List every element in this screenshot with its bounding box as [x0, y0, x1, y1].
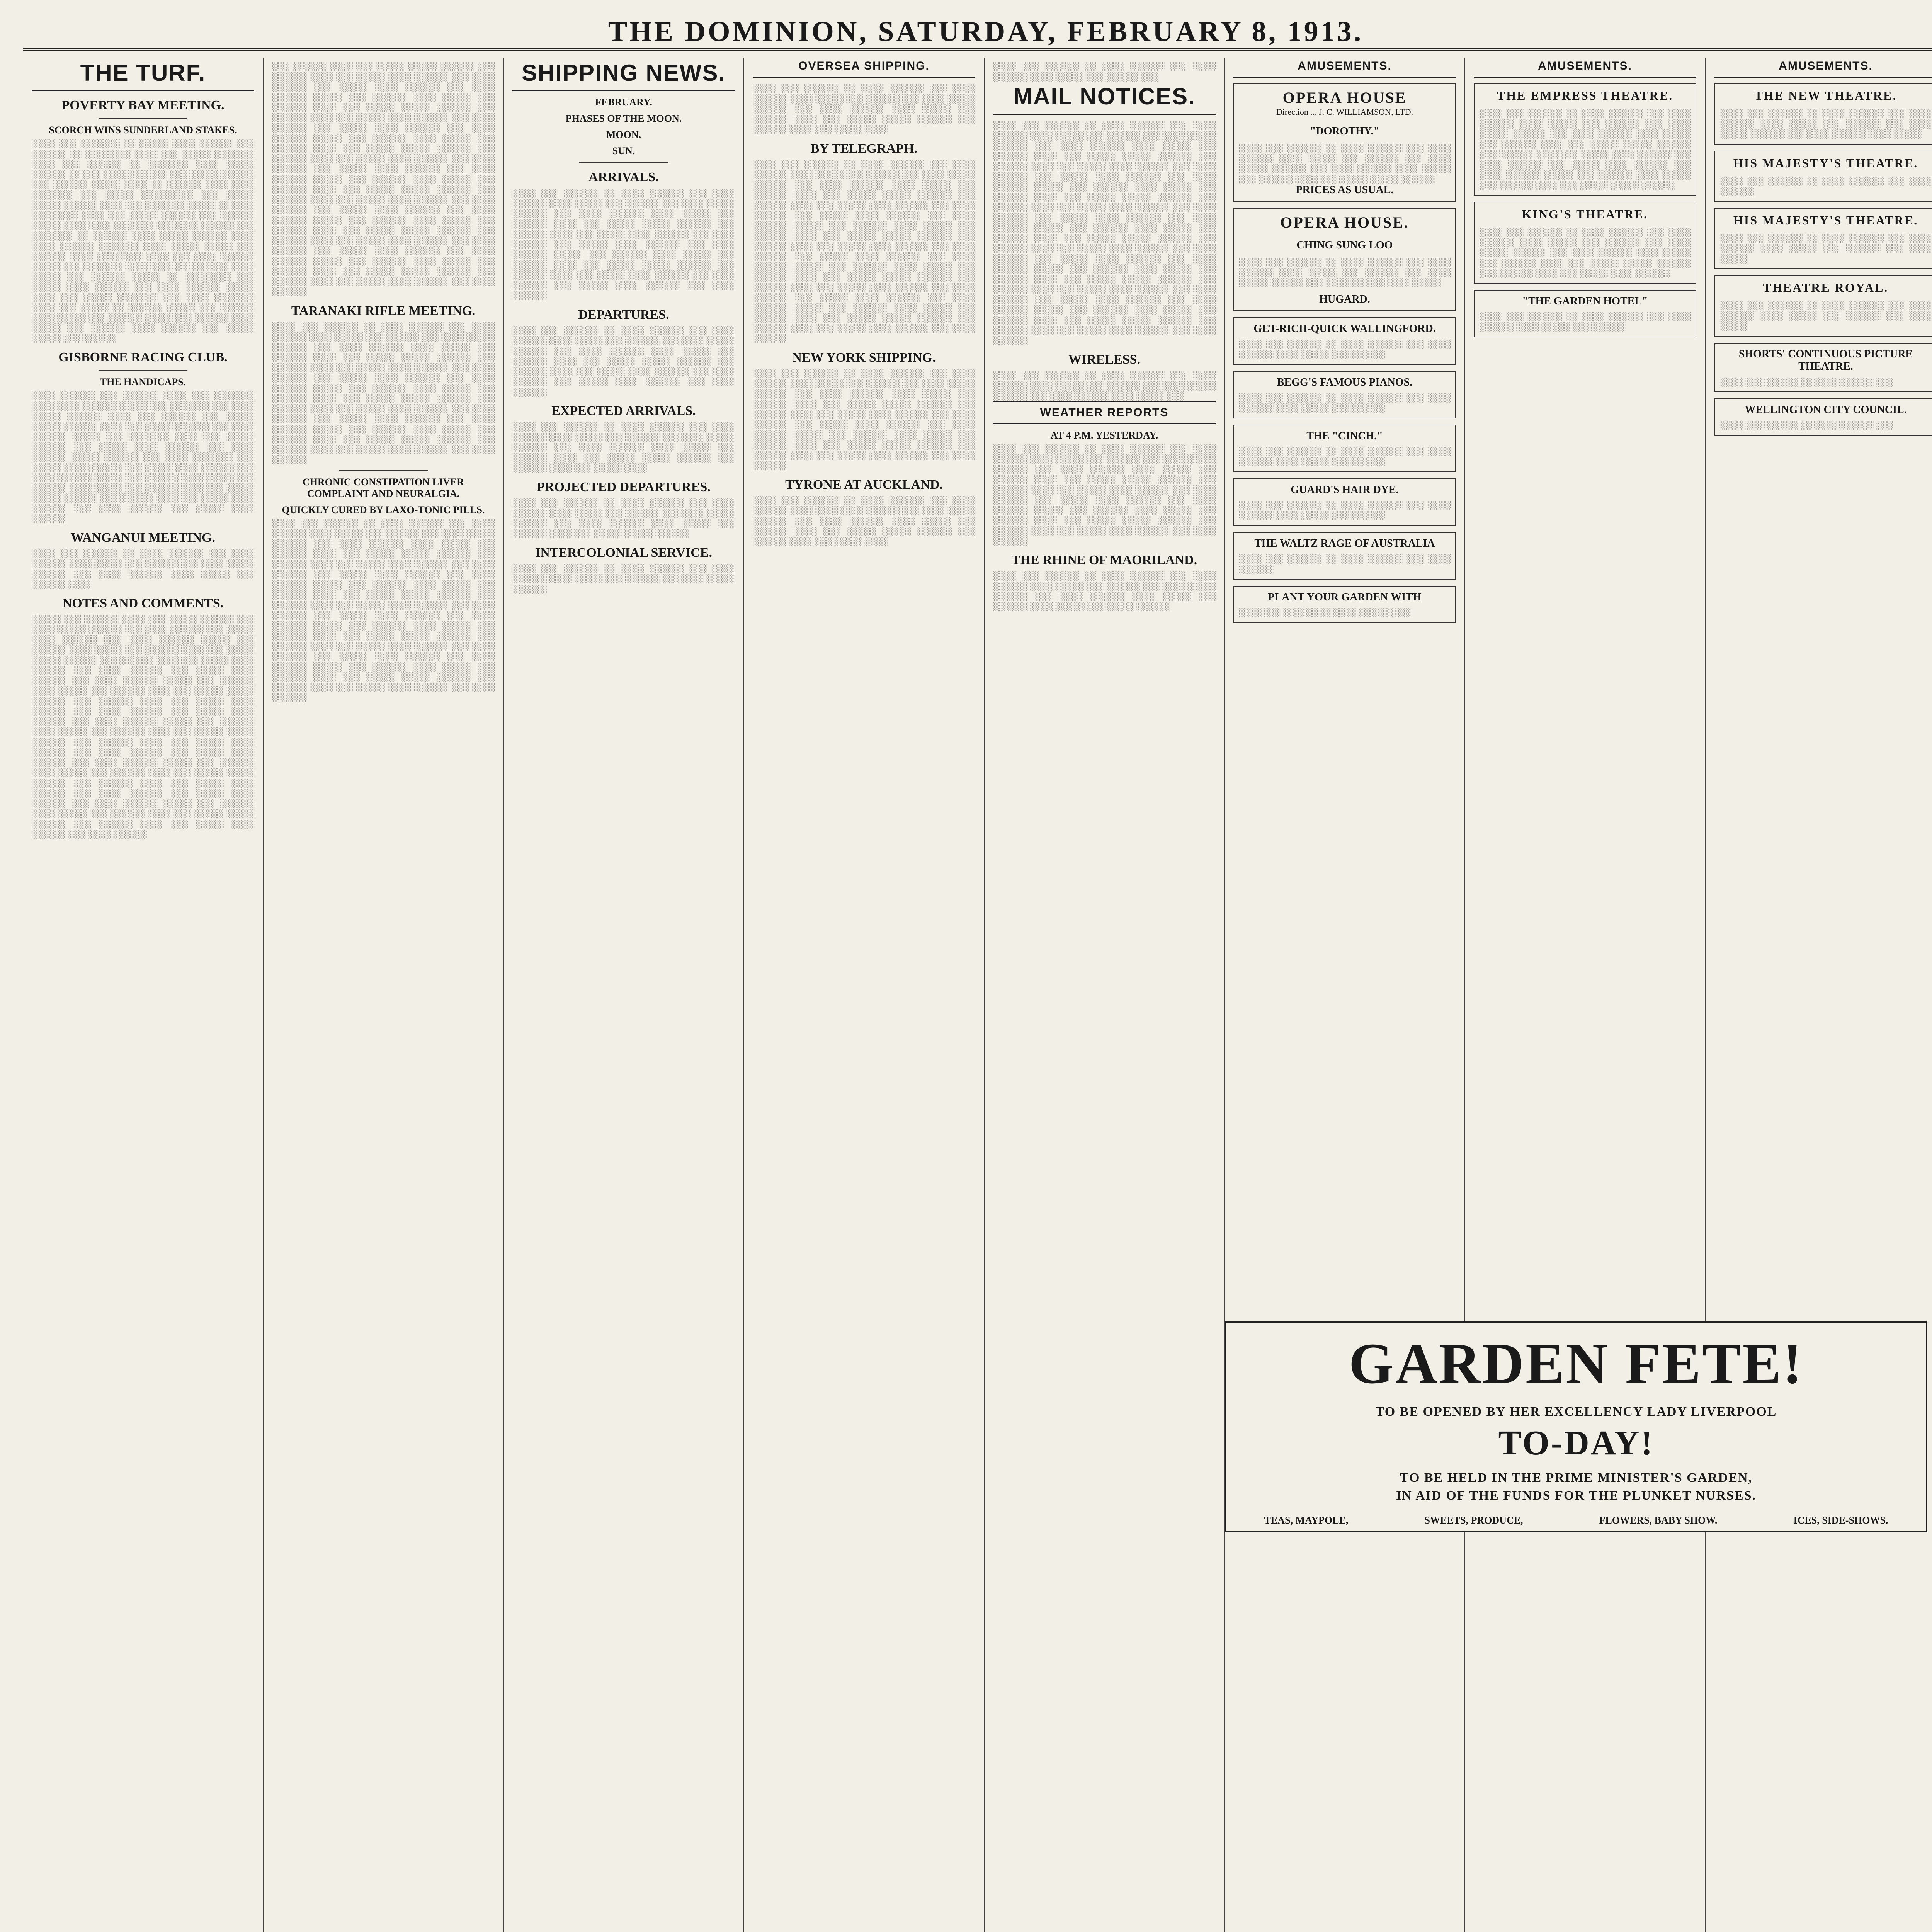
- amusements-heading-3: AMUSEMENTS.: [1714, 58, 1932, 78]
- tyrone-heading: TYRONE AT AUCKLAND.: [785, 477, 943, 492]
- ad-body: ░░░░ ░░░ ░░░░░░ ░░ ░░░░ ░░░░░░ ░░░ ░░░░ ░░░░░░ ░░░░ ░░░░░ ░░░ ░░░░░░: [1239, 339, 1451, 359]
- cinch-title: THE "CINCH.": [1306, 430, 1383, 442]
- rule: [579, 162, 668, 163]
- handicaps-heading: THE HANDICAPS.: [100, 376, 186, 388]
- article-body: ░░░░ ░░░ ░░░░░░ ░░ ░░░░ ░░░░░░ ░░░ ░░░░ ░░░░░░ ░░░░ ░░░░░ ░░░ ░░░░░░ ░░░ ░░░░ ░░░░░ ░░░░░░ ░░░ ░░░░ ░░░░░░ ░░░░ ░░░░░ ░░░ ░░░░░░ ░░░░ ░░░ ░░░░░ ░░░░░ ░░░░░░ ░░░ ░░░░░░ ░░░░ ░░░ ░░░░░ ░░░░ ░░░░░░ ░░░ ░░░░ ░░░░░░ ░░░ ░░░░░ ░░░░ ░░░░░░ ░░░ ░░░░ ░░░░░░ ░░░░░ ░░░ ░░░░░░ ░░░░ ░░░░░ ░░░ ░░░░░░ ░░░░ ░░░ ░░░░░ ░░░░░ ░░░░░░ ░░░ ░░░░░░ ░░░░ ░░░ ░░░░░ ░░░░ ░░░░░░ ░░░ ░░░░ ░░░░░░ ░░░ ░░░░░ ░░░░ ░░░░░░ ░░░ ░░░░ ░░░░░░ ░░░░░ ░░░ ░░░░░░ ░░░░ ░░░░░ ░░░ ░░░░░░ ░░░░ ░░░ ░░░░░ ░░░░░ ░░░░░░ ░░░ ░░░░░░ ░░░░ ░░░ ░░░░░ ░░░░ ░░░░░░ ░░░ ░░░░ ░░░░░░ ░░░ ░░░░░ ░░░░ ░░░░░░ ░░░ ░░░░ ░░░░░░ ░░░░░ ░░░ ░░░░░░ ░░░░ ░░░░░ ░░░ ░░░░░░ ░░░░ ░░░ ░░░░░ ░░░░░ ░░░░░░ ░░░ ░░░░░░ ░░░░ ░░░ ░░░░░ ░░░░ ░░░░░░ ░░░ ░░░░ ░░░░░░: [272, 518, 495, 702]
- his-majestys-ad: [1714, 151, 1932, 202]
- article-body: ░░░░ ░░░ ░░░░░░ ░░ ░░░░ ░░░░░░ ░░░ ░░░░ ░░░░░░ ░░░░ ░░░░░ ░░░ ░░░░░░ ░░░ ░░░░ ░░░░░ ░░░░░░ ░░░ ░░░░ ░░░░░░ ░░░░ ░░░░░ ░░░ ░░░░░░ ░░░░ ░░░ ░░░░░ ░░░░░ ░░░░░░ ░░░ ░░░░░░ ░░░░ ░░░ ░░░░░ ░░░░ ░░░░░░ ░░░ ░░░░ ░░░░░░ ░░░ ░░░░░ ░░░░ ░░░░░░ ░░░ ░░░░ ░░░░░░ ░░░░░ ░░░ ░░░░░░ ░░░░ ░░░░░ ░░░ ░░░░░░ ░░░░ ░░░ ░░░░░ ░░░░░ ░░░░░░ ░░░ ░░░░░░ ░░░░ ░░░ ░░░░░ ░░░░ ░░░░░░ ░░░ ░░░░ ░░░░░░: [993, 444, 1216, 545]
- ad-body: ░░░░ ░░░ ░░░░░░ ░░ ░░░░ ░░░░░░ ░░░: [1239, 607, 1412, 617]
- rhine-heading: THE RHINE OF MAORILAND.: [1011, 553, 1197, 567]
- waltz-ad: [1233, 532, 1456, 580]
- weather-heading: WEATHER REPORTS: [993, 401, 1216, 424]
- cinch-ad: [1233, 425, 1456, 472]
- hugard-title: HUGARD.: [1319, 293, 1370, 305]
- prices-line: PRICES AS USUAL.: [1296, 184, 1394, 196]
- ad-body: ░░░░ ░░░ ░░░░░░ ░░ ░░░░ ░░░░░░ ░░░ ░░░░ ░░░░░░ ░░░░ ░░░░░ ░░░ ░░░░░░ ░░░ ░░░░ ░░░░░ ░░░░░░ ░░░ ░░░░ ░░░░░░ ░░░░ ░░░░░ ░░░ ░░░░░░ ░░░░ ░░░ ░░░░░ ░░░░░ ░░░░░░ ░░░ ░░░░░░ ░░░░ ░░░ ░░░░░ ░░░░ ░░░░░░: [1479, 227, 1691, 277]
- fete-stall: TEAS, MAYPOLE,: [1264, 1515, 1349, 1526]
- getrich-title: GET-RICH-QUICK WALLINGFORD.: [1253, 322, 1436, 335]
- fete-stalls: [1226, 1515, 1926, 1526]
- article-body: ░░░░ ░░░ ░░░░░░ ░░ ░░░░ ░░░░░░ ░░░ ░░░░ ░░░░░░ ░░░░ ░░░░░ ░░░ ░░░░░░ ░░░ ░░░░ ░░░░░ ░░░░░░ ░░░ ░░░░ ░░░░░░ ░░░░ ░░░░░ ░░░ ░░░░░░ ░░░░ ░░░ ░░░░░ ░░░░░ ░░░░░░ ░░░ ░░░░░░ ░░░░ ░░░ ░░░░░ ░░░░ ░░░░░░ ░░░ ░░░░ ░░░░░░ ░░░ ░░░░░ ░░░░ ░░░░░░ ░░░ ░░░░ ░░░░░░: [512, 325, 735, 396]
- article-body: ░░░░ ░░░ ░░░░░░ ░░ ░░░░ ░░░░░░ ░░░ ░░░░ ░░░░░░ ░░░░ ░░░░░ ░░░ ░░░░░░ ░░░ ░░░░ ░░░░░ ░░░░░░ ░░░ ░░░░ ░░░░░░ ░░░░ ░░░░░ ░░░ ░░░░░░ ░░░░ ░░░ ░░░░░ ░░░░░ ░░░░░░ ░░░ ░░░░░░ ░░░░ ░░░ ░░░░░ ░░░░ ░░░░░░ ░░░ ░░░░ ░░░░░░ ░░░ ░░░░░ ░░░░ ░░░░░░ ░░░ ░░░░ ░░░░░░ ░░░░░ ░░░ ░░░░░░ ░░░░ ░░░░░ ░░░ ░░░░░░ ░░░░ ░░░ ░░░░░ ░░░░░ ░░░░░░ ░░░ ░░░░░░ ░░░░ ░░░ ░░░░░ ░░░░ ░░░░░░ ░░░ ░░░░ ░░░░░░: [753, 368, 975, 470]
- column-amusements-3: [1706, 58, 1932, 1932]
- article-body: ░░░░ ░░░ ░░░░░░ ░░ ░░░░ ░░░░░░ ░░░ ░░░░ ░░░░░░ ░░░░ ░░░░░ ░░░ ░░░░░░ ░░░ ░░░░ ░░░░░ ░░░░░░: [512, 563, 735, 594]
- beggs-title: BEGG'S FAMOUS PIANOS.: [1277, 376, 1413, 388]
- ad-body: ░░░░ ░░░ ░░░░░░ ░░ ░░░░ ░░░░░░ ░░░ ░░░░ ░░░░░░: [1239, 554, 1451, 573]
- shorts-title: SHORTS' CONTINUOUS PICTURE THEATRE.: [1738, 348, 1913, 372]
- opera-house-title-2: OPERA HOUSE.: [1280, 214, 1409, 231]
- page-number: [1902, 15, 1932, 48]
- fete-title: GARDEN FETE!: [1349, 1332, 1804, 1396]
- garden-fete-banner: [1225, 1321, 1927, 1532]
- fete-location: TO BE HELD IN THE PRIME MINISTER'S GARDEN,: [1400, 1471, 1753, 1485]
- column-amusements-2: [1465, 58, 1706, 1932]
- article-body: ░░░░ ░░░ ░░░░░░ ░░ ░░░░ ░░░░░░ ░░░ ░░░░ ░░░░░░ ░░░░ ░░░░░ ░░░ ░░░░░░ ░░░ ░░░░ ░░░░░ ░░░░░░ ░░░ ░░░░ ░░░░░░ ░░░░ ░░░░░ ░░░ ░░░░░░ ░░░░ ░░░ ░░░░░ ░░░░░ ░░░░░░: [993, 571, 1216, 611]
- projected-departures-heading: PROJECTED DEPARTURES.: [537, 480, 711, 494]
- ad-body: ░░░░ ░░░ ░░░░░░ ░░ ░░░░ ░░░░░░ ░░░ ░░░░ ░░░░░░ ░░░░ ░░░░░ ░░░ ░░░░░░: [1239, 446, 1451, 466]
- mail-heading: MAIL NOTICES.: [993, 82, 1216, 115]
- article-body: ░░░░ ░░░ ░░░░░░ ░░ ░░░░ ░░░░░░ ░░░ ░░░░ ░░░░░░ ░░░░ ░░░░░ ░░░ ░░░░░░ ░░░ ░░░░ ░░░░░ ░░░░░░ ░░░ ░░░░ ░░░░░░ ░░░░ ░░░░░ ░░░ ░░░░░░ ░░░░ ░░░ ░░░░░ ░░░░░ ░░░░░░ ░░░ ░░░░░░ ░░░░ ░░░ ░░░░░ ░░░░ ░░░░░░ ░░░ ░░░░ ░░░░░░ ░░░ ░░░░░ ░░░░ ░░░░░░ ░░░ ░░░░ ░░░░░░ ░░░░░ ░░░ ░░░░░░ ░░░░ ░░░░░ ░░░ ░░░░░░ ░░░░ ░░░ ░░░░░ ░░░░░ ░░░░░░ ░░░ ░░░░░░ ░░░░ ░░░ ░░░░░ ░░░░ ░░░░░░ ░░░ ░░░░ ░░░░░░ ░░░ ░░░░░ ░░░░ ░░░░░░ ░░░ ░░░░ ░░░░░░: [512, 188, 735, 300]
- article-body: ░░░░░ ░░░ ░░░░░░ ░░░░ ░░░ ░░░░░ ░░░░░░ ░░░ ░░░░ ░░░░░ ░░░░░░ ░░░ ░░░░ ░░░░░░ ░░░ ░░░░░ ░░░░ ░░░░░░ ░░░ ░░░░ ░░░░░░ ░░░░░ ░░░ ░░░░░░ ░░░░ ░░░░░ ░░░ ░░░░░░ ░░░░ ░░░ ░░░░░ ░░░░░ ░░░░░░ ░░░ ░░░░░░ ░░░░ ░░░ ░░░░░ ░░░░ ░░░░░░ ░░░ ░░░░ ░░░░░░ ░░░ ░░░░░ ░░░░ ░░░░░░ ░░░ ░░░░ ░░░░░░ ░░░░░ ░░░ ░░░░░░ ░░░░ ░░░░░ ░░░ ░░░░░░ ░░░░ ░░░ ░░░░░ ░░░░░ ░░░░░░ ░░░ ░░░░░░ ░░░░ ░░░ ░░░░░ ░░░░ ░░░░░░ ░░░ ░░░░ ░░░░░░ ░░░ ░░░░░ ░░░░ ░░░░░░ ░░░ ░░░░ ░░░░░░ ░░░░░ ░░░ ░░░░░░ ░░░░ ░░░░░ ░░░ ░░░░░░ ░░░░ ░░░ ░░░░░ ░░░░░ ░░░░░░ ░░░ ░░░░░░ ░░░░ ░░░ ░░░░░ ░░░░ ░░░░░░ ░░░ ░░░░ ░░░░░░ ░░░ ░░░░░ ░░░░ ░░░░░░ ░░░ ░░░░ ░░░░░░ ░░░░░ ░░░ ░░░░░░ ░░░░ ░░░░░ ░░░ ░░░░░░ ░░░░ ░░░ ░░░░░ ░░░░░ ░░░░░░ ░░░ ░░░░░░ ░░░░ ░░░ ░░░░░ ░░░░ ░░░░░░ ░░░ ░░░░ ░░░░░░ ░░░ ░░░░░ ░░░░ ░░░░░░ ░░░ ░░░░ ░░░░░░ ░░░░░ ░░░ ░░░░░░ ░░░░ ░░░░░ ░░░ ░░░░░░ ░░░░ ░░░ ░░░░░ ░░░░░ ░░░░░░ ░░░ ░░░░░░ ░░░░ ░░░ ░░░░░ ░░░░ ░░░░░░ ░░░ ░░░░ ░░░░░░: [32, 614, 254, 838]
- turf-heading: THE TURF.: [32, 58, 254, 91]
- hair-dye-ad: [1233, 478, 1456, 526]
- garden-ad: [1233, 586, 1456, 623]
- departures-heading: DEPARTURES.: [578, 307, 669, 322]
- fete-today: TO-DAY!: [1498, 1424, 1654, 1462]
- garden-hotel-title: "THE GARDEN HOTEL": [1522, 295, 1648, 307]
- scorch-heading: SCORCH WINS SUNDERLAND STAKES.: [49, 124, 237, 136]
- column-two: [264, 58, 504, 1932]
- article-body: ░░░░ ░░░ ░░░░░░░ ░░ ░░░░░ ░░░░ ░░░░░░ ░░░ ░░░░░░ ░░ ░░░░░░░░ ░░░░ ░░░ ░░░░░ ░░░░░░░ ░░░░ ░░░ ░░░░░░ ░░ ░░░░░░░ ░░░░ ░░░░░ ░░░░░░ ░░ ░░░ ░░░░░░░░ ░░░ ░░░ ░░░░░ ░░░░░░ ░░░ ░░░░░░ ░░░░░ ░░░░ ░░ ░░░░░░ ░░░░ ░░░░ ░░░░░░░ ░░░ ░░░░░ ░░░░░░░░░ ░░░ ░░░░░ ░░░░░ ░░░░░░ ░░░░ ░░░ ░░░░░░░ ░░░░░ ░░ ░░░░ ░░░░░░░░ ░░░░ ░░░ ░░░░░ ░░░░░░ ░░░ ░░░░░░ ░░░░░ ░░░░ ░░░░ ░░░░░░░ ░░░ ░░░░ ░░░░░░ ░░░ ░░░░░░░ ░░ ░░░░░░ ░░░░ ░░░░░ ░░░░░░ ░░░░ ░░░░ ░░░░░░ ░░░░░░░ ░░░░ ░░░░░ ░░░░░ ░░░ ░░░░░░ ░░░░ ░░░░░░░░ ░░░░ ░░░ ░░░░ ░░░░░░ ░░░░░ ░░░ ░░░░░░░ ░░░░ ░░░░ ░░ ░░░░░░░ ░░░░ ░░░░░ ░░░ ░░░░░░ ░░░░░ ░░ ░░░░░░░░ ░░░ ░░░░░ ░░░░ ░░░░░░ ░░░ ░░░░ ░░░░░░ ░░░░░ ░░░░ ░░░ ░░░░░ ░░░░░░░ ░░░ ░░░░ ░░░░░░░ ░░░░ ░░░ ░░░░░ ░░ ░░░░░░ ░░░░░ ░░░ ░░░░░░ ░░░░ ░░░░░ ░░░ ░░░░░░ ░░░░░ ░░░ ░░░░░░ ░░░░ ░░░░░ ░░░ ░░░░░░ ░░░░ ░░░░░░ ░░░ ░░░░░ ░░░░░ ░░░ ░░░░░░: [32, 139, 254, 343]
- columns: [23, 58, 1932, 1932]
- kings-title: KING'S THEATRE.: [1522, 207, 1648, 221]
- sun-heading: SUN.: [612, 145, 635, 156]
- his-majestys-ad-2: [1714, 208, 1932, 269]
- rule: [99, 118, 187, 119]
- amusements-heading: AMUSEMENTS.: [1233, 58, 1456, 78]
- column-oversea: [744, 58, 985, 1932]
- article-body: ░░░░ ░░░ ░░░░░░ ░░ ░░░░ ░░░░░░ ░░░ ░░░░ ░░░░░░ ░░░░ ░░░░░ ░░░ ░░░░░░ ░░░: [993, 61, 1216, 81]
- article-body: ░░░░ ░░░ ░░░░░░ ░░ ░░░░ ░░░░░░ ░░░ ░░░░ ░░░░░░ ░░░░ ░░░░░ ░░░ ░░░░░░ ░░░ ░░░░ ░░░░░ ░░░░░░ ░░░ ░░░░ ░░░░░░ ░░░░ ░░░░░ ░░░ ░░░░░░ ░░░░: [32, 548, 254, 588]
- theatre-royal-title: THEATRE ROYAL.: [1763, 281, 1889, 294]
- laxo-tonic-heading: QUICKLY CURED BY LAXO-TONIC PILLS.: [282, 504, 485, 515]
- wanganui-heading: WANGANUI MEETING.: [70, 530, 216, 545]
- opera-house-ad: [1233, 83, 1456, 202]
- ad-body: ░░░░ ░░░ ░░░░░░ ░░ ░░░░ ░░░░░░ ░░░ ░░░░ ░░░░░░ ░░░░ ░░░░░ ░░░ ░░░░░░: [1479, 311, 1691, 331]
- ching-title: CHING SUNG LOO: [1296, 239, 1393, 251]
- getrich-ad: [1233, 317, 1456, 365]
- hair-dye-title: GUARD'S HAIR DYE.: [1291, 483, 1399, 496]
- fete-stall: ICES, SIDE-SHOWS.: [1793, 1515, 1888, 1526]
- ad-body: ░░░░ ░░░ ░░░░░░ ░░ ░░░░ ░░░░░░ ░░░: [1719, 377, 1893, 386]
- fete-opened-by: TO BE OPENED BY HER EXCELLENCY LADY LIVERPOOL: [1375, 1405, 1777, 1419]
- ad-body: ░░░░ ░░░ ░░░░░░ ░░ ░░░░ ░░░░░░ ░░░ ░░░░ ░░░░░░ ░░░░ ░░░░░ ░░░ ░░░░░░ ░░░ ░░░░ ░░░░░: [1719, 233, 1932, 263]
- constipation-heading: CHRONIC CONSTIPATION LIVER COMPLAINT AND NEURALGIA.: [303, 476, 464, 499]
- shipping-heading: SHIPPING NEWS.: [512, 58, 735, 91]
- article-body: ░░░░ ░░░ ░░░░░░ ░░ ░░░░ ░░░░░░ ░░░ ░░░░ ░░░░░░ ░░░░ ░░░░░ ░░░ ░░░░░░ ░░░ ░░░░ ░░░░░ ░░░░░░ ░░░ ░░░░ ░░░░░░ ░░░░ ░░░░░ ░░░ ░░░░░░ ░░░░ ░░░ ░░░░░ ░░░░░ ░░░░░░ ░░░ ░░░░░░ ░░░░ ░░░ ░░░░░ ░░░░ ░░░░░░ ░░░ ░░░░ ░░░░░░ ░░░ ░░░░░ ░░░░ ░░░░░░ ░░░ ░░░░ ░░░░░░ ░░░░░ ░░░ ░░░░░░ ░░░░ ░░░░░ ░░░ ░░░░░░ ░░░░ ░░░ ░░░░░ ░░░░░ ░░░░░░ ░░░ ░░░░░░ ░░░░ ░░░ ░░░░░ ░░░░ ░░░░░░ ░░░ ░░░░ ░░░░░░ ░░░ ░░░░░ ░░░░ ░░░░░░ ░░░ ░░░░ ░░░░░░ ░░░░░ ░░░ ░░░░░░ ░░░░ ░░░░░ ░░░ ░░░░░░ ░░░░ ░░░ ░░░░░ ░░░░░ ░░░░░░ ░░░ ░░░░░░ ░░░░ ░░░ ░░░░░ ░░░░ ░░░░░░ ░░░ ░░░░ ░░░░░░ ░░░ ░░░░░ ░░░░ ░░░░░░ ░░░ ░░░░ ░░░░░░ ░░░░░ ░░░ ░░░░░░ ░░░░ ░░░░░ ░░░ ░░░░░░ ░░░░ ░░░ ░░░░░ ░░░░░ ░░░░░░ ░░░ ░░░░░░ ░░░░ ░░░ ░░░░░ ░░░░ ░░░░░░ ░░░ ░░░░ ░░░░░░ ░░░ ░░░░░ ░░░░ ░░░░░░ ░░░ ░░░░ ░░░░░░ ░░░░░ ░░░ ░░░░░░ ░░░░ ░░░░░ ░░░ ░░░░░░ ░░░░ ░░░ ░░░░░ ░░░░░ ░░░░░░ ░░░ ░░░░░░ ░░░░ ░░░ ░░░░░ ░░░░ ░░░░░░ ░░░ ░░░░ ░░░░░░: [993, 121, 1216, 345]
- intercolonial-heading: INTERCOLONIAL SERVICE.: [535, 545, 712, 560]
- ad-body: ░░░░ ░░░ ░░░░░░ ░░ ░░░░ ░░░░░░ ░░░ ░░░░ ░░░░░░ ░░░░ ░░░░░ ░░░ ░░░░░░ ░░░ ░░░░ ░░░░░ ░░░░░░ ░░░ ░░░░ ░░░░░░ ░░░░ ░░░░░: [1719, 109, 1932, 138]
- beggs-ad: [1233, 371, 1456, 418]
- ad-body: ░░░░ ░░░ ░░░░░░ ░░ ░░░░ ░░░░░░ ░░░ ░░░░ ░░░░░░ ░░░░ ░░░░░ ░░░ ░░░░░░ ░░░ ░░░░ ░░░░░ ░░░░░░ ░░░ ░░░░ ░░░░░░ ░░░░ ░░░░░ ░░░ ░░░░░░ ░░░░ ░░░ ░░░░░ ░░░░░ ░░░░░░ ░░░ ░░░░░░ ░░░░ ░░░ ░░░░░ ░░░░ ░░░░░░ ░░░ ░░░░ ░░░░░░ ░░░ ░░░░░ ░░░░ ░░░░░░ ░░░ ░░░░ ░░░░░░ ░░░░░ ░░░ ░░░░░░ ░░░░ ░░░░░ ░░░ ░░░░░░ ░░░░ ░░░ ░░░░░ ░░░░░ ░░░░░░: [1479, 109, 1691, 190]
- fete-stall: SWEETS, PRODUCE,: [1424, 1515, 1523, 1526]
- article-body: ░░░░ ░░░ ░░░░░░ ░░ ░░░░ ░░░░░░ ░░░ ░░░░ ░░░░░░ ░░░░ ░░░░░ ░░░ ░░░░░░ ░░░ ░░░░ ░░░░░ ░░░░░░ ░░░ ░░░░ ░░░░░░ ░░░░ ░░░░░ ░░░: [993, 371, 1216, 400]
- wireless-heading: WIRELESS.: [1068, 352, 1141, 367]
- opera-house-ad-2: [1233, 208, 1456, 311]
- moon-heading: MOON.: [606, 129, 641, 140]
- ad-body: ░░░░ ░░░ ░░░░░░ ░░ ░░░░ ░░░░░░ ░░░ ░░░░ ░░░░░░ ░░░░ ░░░░░ ░░░ ░░░░░░ ░░░ ░░░░ ░░░░░ ░░░░░░ ░░░ ░░░░ ░░░░░░ ░░░░ ░░░░░ ░░░ ░░░░░░ ░░░░ ░░░ ░░░░░ ░░░░░ ░░░░░░: [1239, 143, 1451, 184]
- empress-title: THE EMPRESS THEATRE.: [1497, 88, 1673, 102]
- his-majestys-title: HIS MAJESTY'S THEATRE.: [1733, 156, 1918, 170]
- ad-body: ░░░░ ░░░ ░░░░░░ ░░ ░░░░ ░░░░░░ ░░░: [1719, 420, 1893, 430]
- column-mail: [985, 58, 1225, 1932]
- rule: [99, 370, 187, 371]
- phases-heading: PHASES OF THE MOON.: [565, 113, 682, 124]
- column-amusements-1: [1225, 58, 1465, 1932]
- new-york-heading: NEW YORK SHIPPING.: [792, 350, 936, 365]
- ad-body: ░░░░ ░░░ ░░░░░░ ░░ ░░░░ ░░░░░░ ░░░ ░░░░ ░░░░░░ ░░░░ ░░░░░ ░░░ ░░░░░░ ░░░ ░░░░ ░░░░░: [1719, 301, 1932, 330]
- ad-body: ░░░░ ░░░ ░░░░░░ ░░ ░░░░ ░░░░░░ ░░░ ░░░░ ░░░░░░ ░░░░ ░░░░░ ░░░ ░░░░░░: [1239, 500, 1451, 520]
- masthead-title: THE DOMINION, SATURDAY, FEBRUARY 8, 1913.: [608, 16, 1364, 48]
- at-4pm-heading: AT 4 P.M. YESTERDAY.: [1050, 429, 1158, 441]
- shorts-ad: [1714, 343, 1932, 393]
- fete-stall: FLOWERS, BABY SHOW.: [1599, 1515, 1718, 1526]
- arrivals-heading: ARRIVALS.: [588, 170, 659, 184]
- by-telegraph-heading: BY TELEGRAPH.: [811, 141, 917, 156]
- notes-heading: NOTES AND COMMENTS.: [62, 596, 224, 611]
- his-majestys-title-2: HIS MAJESTY'S THEATRE.: [1733, 213, 1918, 227]
- ad-body: ░░░░ ░░░ ░░░░░░ ░░ ░░░░ ░░░░░░ ░░░ ░░░░ ░░░░░░: [1719, 176, 1932, 196]
- ad-body: ░░░░ ░░░ ░░░░░░ ░░ ░░░░ ░░░░░░ ░░░ ░░░░ ░░░░░░ ░░░░ ░░░░░ ░░░ ░░░░░░: [1239, 393, 1451, 412]
- opera-house-title: OPERA HOUSE: [1282, 89, 1407, 106]
- expected-arrivals-heading: EXPECTED ARRIVALS.: [551, 404, 696, 418]
- empress-ad: [1474, 83, 1696, 196]
- fete-aid: IN AID OF THE FUNDS FOR THE PLUNKET NURSES.: [1396, 1488, 1757, 1503]
- theatre-royal-ad: [1714, 275, 1932, 337]
- column-turf: [23, 58, 264, 1932]
- article-body: ░░░░ ░░░ ░░░░░░ ░░ ░░░░ ░░░░░░ ░░░ ░░░░ ░░░░░░ ░░░░ ░░░░░ ░░░ ░░░░░░ ░░░ ░░░░ ░░░░░ ░░░░░░ ░░░ ░░░░ ░░░░░░ ░░░░ ░░░░░ ░░░ ░░░░░░ ░░░░ ░░░ ░░░░░ ░░░░░ ░░░░░░ ░░░ ░░░░░░ ░░░░ ░░░ ░░░░░ ░░░░ ░░░░░░ ░░░ ░░░░ ░░░░░░ ░░░ ░░░░░ ░░░░ ░░░░░░ ░░░ ░░░░ ░░░░░░ ░░░░░ ░░░ ░░░░░░ ░░░░ ░░░░░ ░░░ ░░░░░░ ░░░░ ░░░ ░░░░░ ░░░░░ ░░░░░░ ░░░ ░░░░░░ ░░░░ ░░░ ░░░░░ ░░░░ ░░░░░░ ░░░ ░░░░ ░░░░░░ ░░░ ░░░░░ ░░░░ ░░░░░░ ░░░ ░░░░ ░░░░░░ ░░░░░ ░░░ ░░░░░░ ░░░░ ░░░░░ ░░░ ░░░░░░ ░░░░ ░░░ ░░░░░ ░░░░░ ░░░░░░ ░░░ ░░░░░░ ░░░░ ░░░ ░░░░░ ░░░░ ░░░░░░ ░░░ ░░░░ ░░░░░░: [272, 321, 495, 464]
- article-body: ░░░░ ░░░░░░ ░░░ ░░░░░░ ░░░░ ░░░ ░░░░░░░ ░░░░ ░░░░ ░░░░░░ ░░░░░ ░░░ ░░░░░░░ ░░░ ░░░░ ░░░░░ ░░░░░░ ░░░░ ░░░ ░░░░░░ ░░░ ░░░░░ ░░░░░ ░░░░░░ ░░░░ ░░░ ░░░░░ ░░░░░░ ░░░ ░░░░ ░░░░░░ ░░░░░ ░░░ ░░░░░░░ ░░░░ ░░░ ░░░░░ ░░░░░░ ░░░ ░░░░░ ░░░░ ░░░░░░ ░░░ ░░░░ ░░░░░░ ░░░░░ ░░░░░░ ░░░ ░░░░ ░░░░░░░ ░░░ ░░░░░ ░░░░ ░░░░░░ ░░░ ░░░░░ ░░░░ ░░░░░░ ░░░ ░░░░ ░░░░░░ ░░░░░ ░░░ ░░░░░░ ░░░░ ░░░░░ ░░░ ░░░░░░ ░░░░ ░░░░░ ░░░ ░░░░░░ ░░░░ ░░░ ░░░░░ ░░░░░ ░░░░░░ ░░░ ░░░░░░ ░░░░ ░░░ ░░░░░ ░░░░ ░░░░░░ ░░░ ░░░░ ░░░░░░ ░░░ ░░░░░ ░░░░ ░░░░░░: [32, 391, 254, 523]
- article-body: ░░░░ ░░░ ░░░░░░ ░░ ░░░░ ░░░░░░ ░░░ ░░░░ ░░░░░░ ░░░░ ░░░░░ ░░░ ░░░░░░ ░░░ ░░░░ ░░░░░ ░░░░░░ ░░░ ░░░░ ░░░░░░ ░░░░ ░░░░░ ░░░ ░░░░░░ ░░░░ ░░░ ░░░░░ ░░░░░ ░░░░░░: [512, 498, 735, 538]
- dorothy-title: "DOROTHY.": [1310, 125, 1380, 137]
- masthead: [23, 8, 1932, 51]
- rule: [339, 470, 428, 471]
- ad-body: ░░░░ ░░░ ░░░░░░ ░░ ░░░░ ░░░░░░ ░░░ ░░░░ ░░░░░░ ░░░░ ░░░░░ ░░░ ░░░░░░ ░░░ ░░░░ ░░░░░ ░░░░░░ ░░░ ░░░░ ░░░░░░ ░░░░ ░░░░░: [1239, 257, 1451, 287]
- garden-hotel-ad: [1474, 290, 1696, 337]
- amusements-heading-2: AMUSEMENTS.: [1474, 58, 1696, 78]
- gisborne-heading: GISBORNE RACING CLUB.: [58, 350, 228, 364]
- wellington-council-title: WELLINGTON CITY COUNCIL.: [1745, 404, 1907, 416]
- article-body: ░░░░ ░░░ ░░░░░░ ░░ ░░░░ ░░░░░░ ░░░ ░░░░ ░░░░░░ ░░░░ ░░░░░ ░░░ ░░░░░░ ░░░ ░░░░ ░░░░░ ░░░░░░ ░░░ ░░░░ ░░░░░░ ░░░░ ░░░░░ ░░░ ░░░░░░ ░░░░ ░░░ ░░░░░ ░░░░░ ░░░░░░ ░░░ ░░░░░░ ░░░░ ░░░ ░░░░░ ░░░░ ░░░░░░ ░░░ ░░░░ ░░░░░░ ░░░ ░░░░░ ░░░░ ░░░░░░ ░░░ ░░░░ ░░░░░░ ░░░░░ ░░░ ░░░░░░ ░░░░ ░░░░░ ░░░ ░░░░░░ ░░░░ ░░░ ░░░░░ ░░░░░ ░░░░░░ ░░░ ░░░░░░ ░░░░ ░░░ ░░░░░ ░░░░ ░░░░░░ ░░░ ░░░░ ░░░░░░ ░░░ ░░░░░ ░░░░ ░░░░░░ ░░░ ░░░░ ░░░░░░ ░░░░░ ░░░ ░░░░░░ ░░░░ ░░░░░ ░░░ ░░░░░░ ░░░░ ░░░ ░░░░░ ░░░░░ ░░░░░░ ░░░ ░░░░░░ ░░░░ ░░░ ░░░░░ ░░░░ ░░░░░░ ░░░ ░░░░ ░░░░░░ ░░░ ░░░░░ ░░░░ ░░░░░░ ░░░ ░░░░ ░░░░░░ ░░░░░ ░░░ ░░░░░░ ░░░░ ░░░░░ ░░░ ░░░░░░ ░░░░ ░░░ ░░░░░ ░░░░░ ░░░░░░ ░░░ ░░░░░░ ░░░░ ░░░ ░░░░░ ░░░░ ░░░░░░ ░░░ ░░░░ ░░░░░░: [753, 159, 975, 343]
- article-body: ░░░░ ░░░ ░░░░░░ ░░ ░░░░ ░░░░░░ ░░░ ░░░░ ░░░░░░ ░░░░ ░░░░░ ░░░ ░░░░░░ ░░░ ░░░░ ░░░░░ ░░░░░░ ░░░ ░░░░ ░░░░░░ ░░░░ ░░░░░ ░░░ ░░░░░░ ░░░░ ░░░ ░░░░░ ░░░░░ ░░░░░░ ░░░ ░░░░░░ ░░░░ ░░░ ░░░░░ ░░░░: [753, 495, 975, 546]
- article-body: ░░░░ ░░░ ░░░░░░ ░░ ░░░░ ░░░░░░ ░░░ ░░░░ ░░░░░░ ░░░░ ░░░░░ ░░░ ░░░░░░ ░░░ ░░░░ ░░░░░ ░░░░░░ ░░░ ░░░░ ░░░░░░ ░░░░ ░░░░░ ░░░ ░░░░░░ ░░░░ ░░░ ░░░░░ ░░░░░ ░░░░░░ ░░░ ░░░░░░ ░░░░ ░░░ ░░░░░ ░░░░: [512, 422, 735, 472]
- waltz-title: THE WALTZ RAGE OF AUSTRALIA: [1254, 537, 1435, 549]
- taranaki-heading: TARANAKI RIFLE MEETING.: [291, 303, 476, 318]
- wellington-council-ad: [1714, 398, 1932, 436]
- oversea-heading: OVERSEA SHIPPING.: [753, 58, 975, 78]
- poverty-bay-heading: POVERTY BAY MEETING.: [61, 98, 224, 112]
- article-body: ░░░░ ░░░ ░░░░░░ ░░ ░░░░ ░░░░░░ ░░░ ░░░░ ░░░░░░ ░░░░ ░░░░░ ░░░ ░░░░░░ ░░░ ░░░░ ░░░░░ ░░░░░░ ░░░ ░░░░ ░░░░░░ ░░░░ ░░░░░ ░░░ ░░░░░░ ░░░░ ░░░ ░░░░░ ░░░░░ ░░░░░░ ░░░ ░░░░░░ ░░░░ ░░░ ░░░░░ ░░░░: [753, 83, 975, 134]
- new-theatre-title: THE NEW THEATRE.: [1754, 88, 1897, 102]
- article-body: ░░░ ░░░░░░ ░░░░ ░░░ ░░░░░ ░░░░░ ░░░░░░ ░░░ ░░░░░░ ░░░░ ░░░ ░░░░░ ░░░░ ░░░░░░ ░░░ ░░░░ ░░░░░░ ░░░ ░░░░░ ░░░░ ░░░░░░ ░░░ ░░░░ ░░░░░░ ░░░░░ ░░░ ░░░░░░ ░░░░ ░░░░░ ░░░ ░░░░░░ ░░░░ ░░░ ░░░░░ ░░░░░ ░░░░░░ ░░░ ░░░░░░ ░░░░ ░░░ ░░░░░ ░░░░ ░░░░░░ ░░░ ░░░░ ░░░░░░ ░░░ ░░░░░ ░░░░ ░░░░░░ ░░░ ░░░░ ░░░░░░ ░░░░░ ░░░ ░░░░░░ ░░░░ ░░░░░ ░░░ ░░░░░░ ░░░░ ░░░ ░░░░░ ░░░░░ ░░░░░░ ░░░ ░░░░░░ ░░░░ ░░░ ░░░░░ ░░░░ ░░░░░░ ░░░ ░░░░ ░░░░░░ ░░░ ░░░░░ ░░░░ ░░░░░░ ░░░ ░░░░ ░░░░░░ ░░░░░ ░░░ ░░░░░░ ░░░░ ░░░░░ ░░░ ░░░░░░ ░░░░ ░░░ ░░░░░ ░░░░░ ░░░░░░ ░░░ ░░░░░░ ░░░░ ░░░ ░░░░░ ░░░░ ░░░░░░ ░░░ ░░░░ ░░░░░░ ░░░ ░░░░░ ░░░░ ░░░░░░ ░░░ ░░░░ ░░░░░░ ░░░░░ ░░░ ░░░░░░ ░░░░ ░░░░░ ░░░ ░░░░░░ ░░░░ ░░░ ░░░░░ ░░░░░ ░░░░░░ ░░░ ░░░░░░ ░░░░ ░░░ ░░░░░ ░░░░ ░░░░░░ ░░░ ░░░░ ░░░░░░ ░░░ ░░░░░ ░░░░ ░░░░░░ ░░░ ░░░░ ░░░░░░ ░░░░░ ░░░ ░░░░░░ ░░░░ ░░░░░ ░░░ ░░░░░░ ░░░░ ░░░ ░░░░░ ░░░░░ ░░░░░░ ░░░ ░░░░░░ ░░░░ ░░░ ░░░░░ ░░░░ ░░░░░░ ░░░ ░░░░ ░░░░░░: [272, 61, 495, 296]
- column-shipping: [504, 58, 744, 1932]
- garden-title: PLANT YOUR GARDEN WITH: [1268, 591, 1422, 603]
- director-line: Direction ... J. C. WILLIAMSON, LTD.: [1276, 107, 1413, 117]
- new-theatre-ad: [1714, 83, 1932, 145]
- february-heading: FEBRUARY.: [595, 97, 652, 108]
- kings-ad: [1474, 202, 1696, 284]
